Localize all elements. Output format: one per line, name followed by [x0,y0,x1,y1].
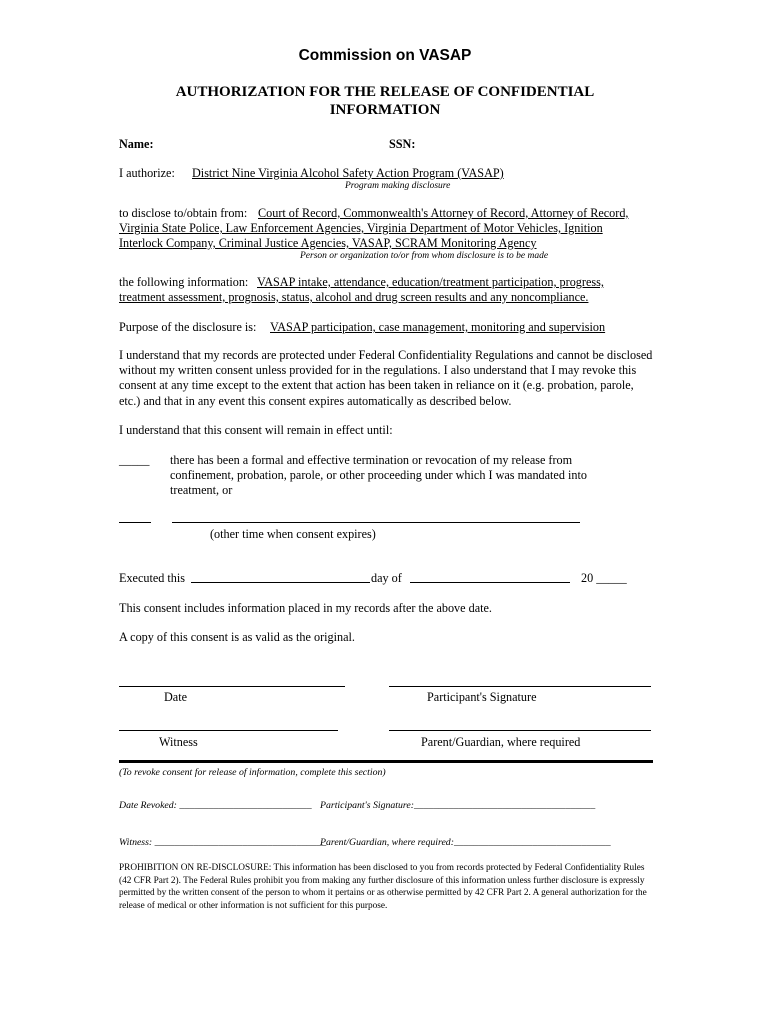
date-signature-line[interactable] [119,686,345,687]
option1-line3: treatment, or [170,483,233,497]
disclose-line1: Court of Record, Commonwealth's Attorney of Record, Attorney of Record, [258,206,629,220]
form-title-line1: AUTHORIZATION FOR THE RELEASE OF CONFIDENTIAL [175,84,595,100]
year-label: 20 _____ [581,571,627,585]
purpose-value: VASAP participation, case management, monitoring and supervision [270,320,606,334]
information-line2: treatment assessment, prognosis, status, alcohol and drug screen results and any noncompliance. [119,290,589,304]
ssn-label: SSN: [389,137,416,151]
date-label: Date [164,690,188,704]
disclose-line3: Interlock Company, Criminal Justice Agencies, VASAP, SCRAM Monitoring Agency [119,236,537,250]
prohibition-notice: PROHIBITION ON RE-DISCLOSURE: This information has been disclosed to you from records protected by Federal Confidentiality Rules (42 CFR Part 2). The Federal Rules prohibit you from making any further disclosure of this information unless further disclosure is expressly permitted by the written consent of the person to whom it pertains or as otherwise permitted by 42 CFR Part 2. A general authorization for the release of medical or other information is not sufficient for this purpose. [119,863,647,911]
executed-day-line[interactable] [191,582,370,583]
day-of-label: day of [371,571,402,585]
parent-signature-line[interactable] [389,730,651,731]
disclose-label: to disclose to/obtain from: [119,206,248,220]
disclose-line2: Virginia State Police, Law Enforcement Agencies, Virginia Department of Motor Vehicles, Ignition [119,221,603,235]
option1-blank[interactable]: _____ [119,453,150,467]
understand-paragraph: I understand that my records are protected under Federal Confidentiality Regulations and cannot be disclosed without my written consent unless provided for in the regulations. I also understand that I may revoke this consent at any time except to the extent that action has been taken in reliance on it (e.g. probation, parole, etc.) and that in any event this consent expires automatically as described below. [119,348,653,408]
includes-text: This consent includes information placed in my records after the above date. [119,601,492,615]
disclose-caption: Person or organization to/or from whom disclosure is to be made [300,251,549,261]
form-title-line2: INFORMATION [329,102,441,118]
executed-label: Executed this [119,571,185,585]
name-label: Name: [119,137,154,151]
agency-name: Commission on VASAP [298,47,472,64]
other-time-caption: (other time when consent expires) [210,527,376,541]
information-label: the following information: [119,275,249,289]
information-line1: VASAP intake, attendance, education/treatment participation, progress, [257,275,604,289]
authorize-label: I authorize: [119,166,175,180]
section-divider [119,760,653,763]
option1-line2: confinement, probation, parole, or other proceeding under which I was mandated into [170,468,587,482]
witness-label: Witness [159,735,198,749]
date-revoked-field[interactable]: Date Revoked: ___________________________ [119,800,312,811]
revoke-parent-guardian-field[interactable]: Parent/Guardian, where required:________________________________ [320,837,611,848]
program-name: District Nine Virginia Alcohol Safety Action Program (VASAP) [192,166,504,180]
purpose-label: Purpose of the disclosure is: [119,320,257,334]
option2-blank[interactable] [119,522,151,523]
option1-line1: there has been a formal and effective termination or revocation of my release from [170,453,573,467]
witness-signature-line[interactable] [119,730,338,731]
remain-text: I understand that this consent will remain in effect until: [119,423,393,437]
other-time-line[interactable] [172,522,580,523]
program-caption: Program making disclosure [345,181,451,191]
participant-signature-label: Participant's Signature [427,690,537,704]
revoke-witness-field[interactable]: Witness: ___________________________________ [119,837,327,848]
parent-guardian-label: Parent/Guardian, where required [421,735,581,749]
day-of-month-line[interactable] [410,582,570,583]
revoke-participant-signature-field[interactable]: Participant's Signature:_____________________________________ [320,800,596,811]
revoke-instruction: (To revoke consent for release of information, complete this section) [119,767,386,778]
copy-text: A copy of this consent is as valid as the original. [119,630,355,644]
participant-signature-line[interactable] [389,686,651,687]
